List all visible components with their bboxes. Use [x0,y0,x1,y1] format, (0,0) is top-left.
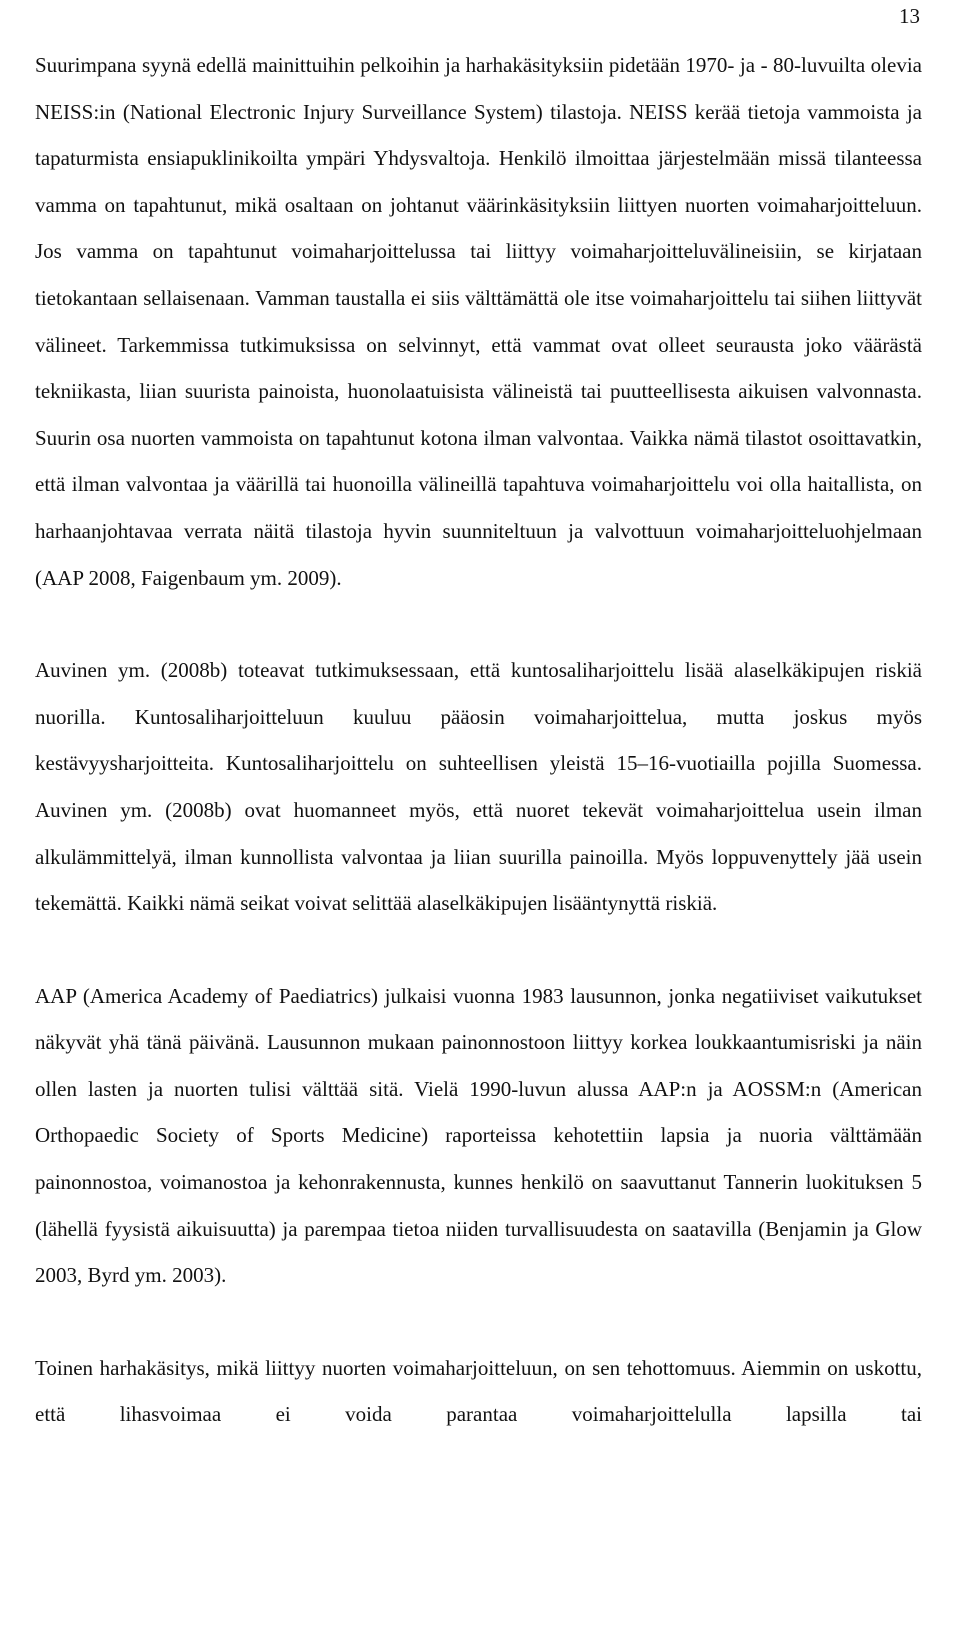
page-number: 13 [899,4,920,28]
paragraph-aap-statement: AAP (America Academy of Paediatrics) julkaisi vuonna 1983 lausunnon, jonka negatiiviset vaikutukset näkyvät yhä tänä päivänä. Lausunnon mukaan painonnostoon liittyy korkea loukkaantumisriski ja näin ollen lasten ja nuorten tulisi välttää sitä. Vielä 1990-luvun alussa AAP:n ja AOSSM:n (American Orthopaedic Society of Sports Medicine) raporteissa kehotettiin lapsia ja nuoria välttämään painonnostoa, voimanostoa ja kehonrakennusta, kunnes henkilö on saavuttanut Tannerin luokituksen 5 (lähellä fyysistä aikuisuutta) ja parempaa tietoa niiden turvallisuudesta on saatavilla (Benjamin ja Glow 2003, Byrd ym. 2003). [35,983,922,1288]
paragraph-gym-training-back-pain: Auvinen ym. (2008b) toteavat tutkimuksessaan, että kuntosaliharjoittelu lisää alaselkäkipujen riskiä nuorilla. Kuntosaliharjoitteluun kuuluu pääosin voimaharjoittelua, mutta joskus myös kestävyysharjoitteita. Kuntosaliharjoittelu on suhteellisen yleistä 15–16-vuotiailla pojilla Suomessa. Auvinen ym. (2008b) ovat huomanneet myös, että nuoret tekevät voimaharjoittelua usein ilman alkulämmittelyä, ilman kunnollista valvontaa ja liian suurilla painoilla. Myös loppuvenyttely jää usein tekemättä. Kaikki nämä seikat voivat selittää alaselkäkipujen lisääntynyttä riskiä. [35,658,922,916]
paragraph-ineffectiveness-misconception: Toinen harhakäsitys, mikä liittyy nuorten voimaharjoitteluun, on sen tehottomuus. Aiemmin on uskottu, että lihasvoimaa ei voida parantaa voimaharjoittelulla lapsilla tai [35,1355,922,1427]
paragraph-neiss-statistics: Suurimpana syynä edellä mainittuihin pelkoihin ja harhakäsityksiin pidetään 1970- ja - 80-luvuilta olevia NEISS:in (National Electronic Injury Surveillance System) tilastoja. NEISS kerää tietoja vammoista ja tapaturmista ensiapuklinikoilta ympäri Yhdysvaltoja. Henkilö ilmoittaa järjestelmään missä tilanteessa vamma on tapahtunut, mikä osaltaan on johtanut väärinkäsityksiin liittyen nuorten voimaharjoitteluun. Jos vamma on tapahtunut voimaharjoittelussa tai liittyy voimaharjoitteluvälineisiin, se kirjataan tietokantaan sellaisenaan. Vamman taustalla ei siis välttämättä ole itse voimaharjoittelu tai siihen liittyvät välineet. Tarkemmissa tutkimuksissa on selvinnyt, että vammat ovat olleet seurausta joko väärästä tekniikasta, liian suurista painoista, huonolaatuisista välineistä tai puutteellisesta aikuisen valvonnasta. Suurin osa nuorten vammoista on tapahtunut kotona ilman valvontaa. Vaikka nämä tilastot osoittavatkin, että ilman valvontaa ja väärillä tai huonoilla välineillä tapahtuva voimaharjoittelu voi olla haitallista, on harhaanjohtavaa verrata näitä tilastoja hyvin suunniteltuun ja valvottuun voimaharjoitteluohjelmaan (AAP 2008, Faigenbaum ym. 2009). [35,53,922,590]
